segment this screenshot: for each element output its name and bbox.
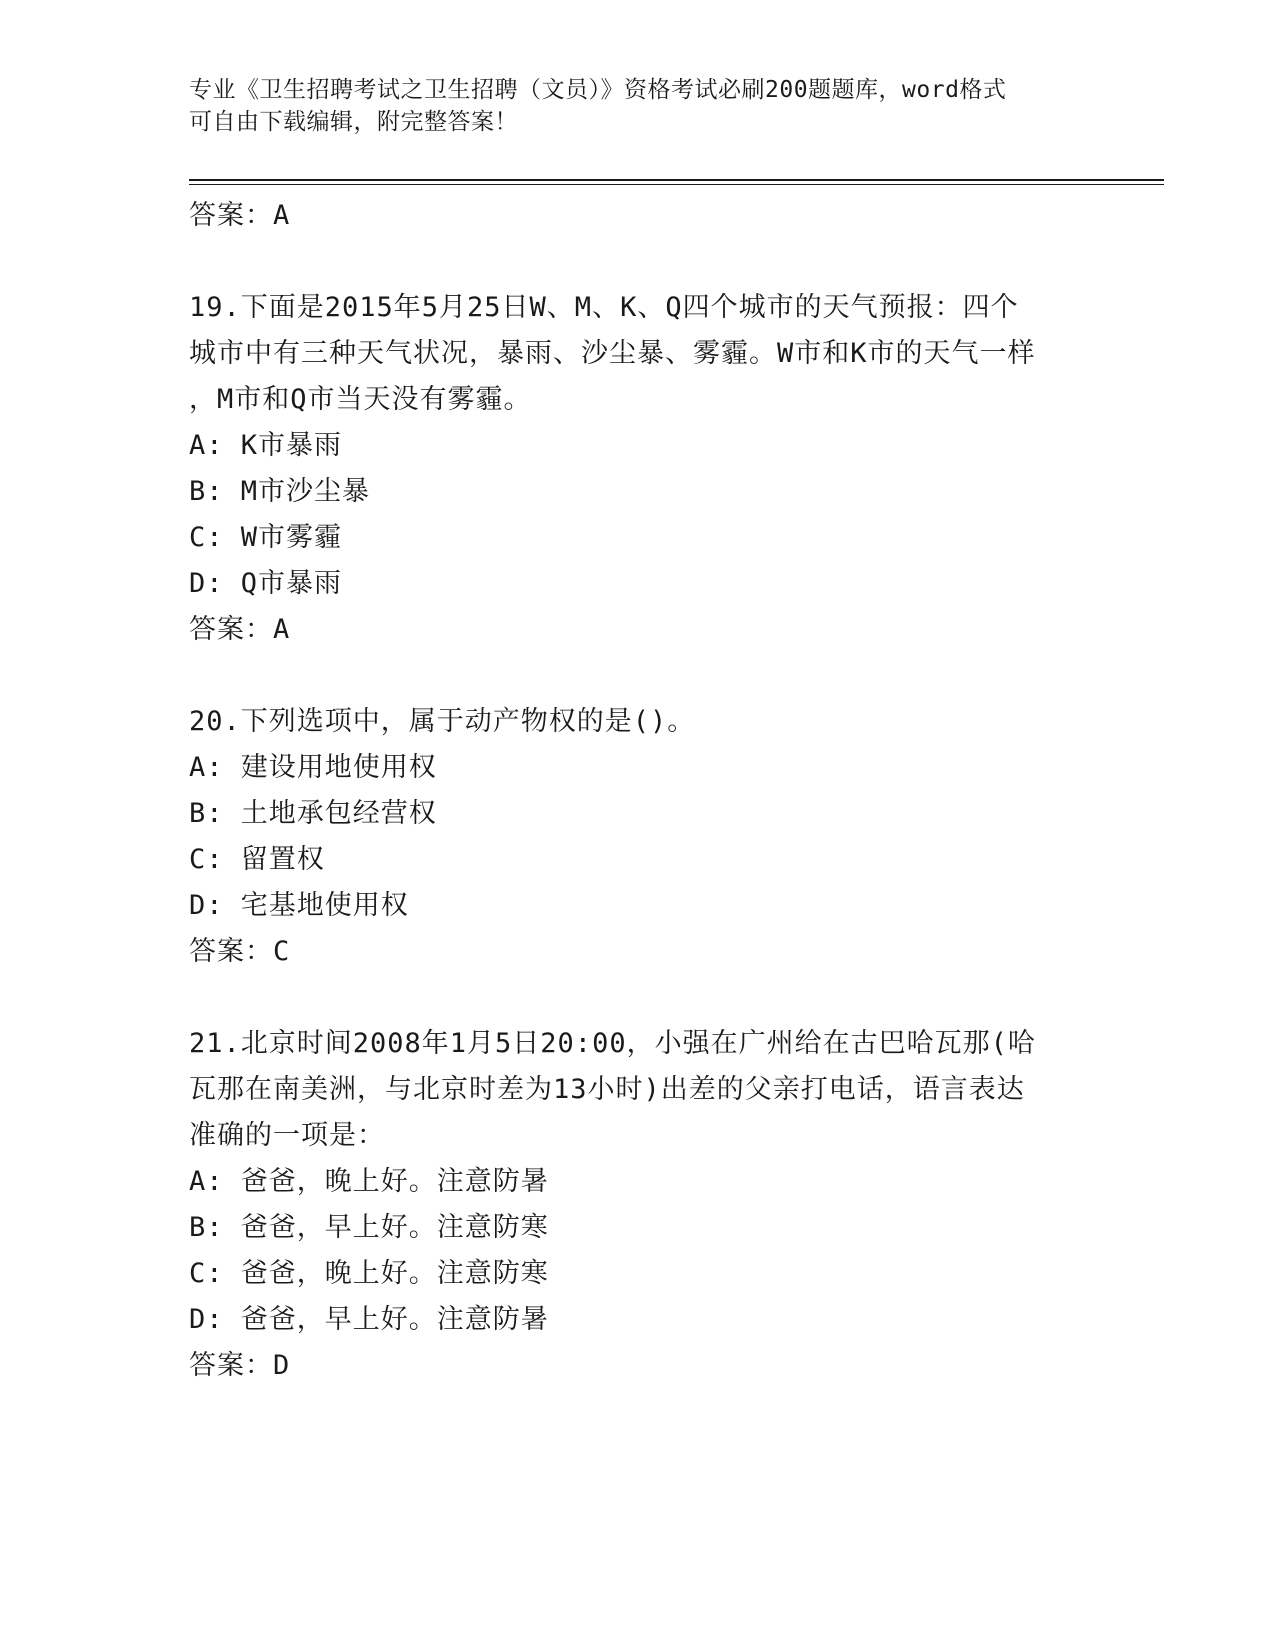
option-c: C: W市雾霾: [189, 522, 343, 553]
question-line: 20.下列选项中，属于动产物权的是()。: [189, 706, 696, 737]
answer-line: [189, 607, 1089, 653]
answer-line: [189, 929, 1089, 975]
page-header: [189, 74, 1089, 138]
answer-line: [189, 193, 1089, 239]
answer-value: D: [273, 1350, 291, 1381]
option-d: D: 爸爸，早上好。注意防暑: [189, 1304, 549, 1335]
answer-label: 答案：: [189, 200, 273, 231]
question-line: 城市中有三种天气状况，暴雨、沙尘暴、雾霾。W市和K市的天气一样: [189, 338, 1036, 369]
option-d: D: Q市暴雨: [189, 568, 343, 599]
option-a: A: 爸爸，晚上好。注意防暑: [189, 1166, 549, 1197]
header-rule-thick: [189, 179, 1164, 181]
question-block: [189, 699, 1089, 975]
question-line: 准确的一项是：: [189, 1120, 385, 1151]
question-line: 21.北京时间2008年1月5日20:00，小强在广州给在古巴哈瓦那(哈: [189, 1028, 1036, 1059]
answer-line: [189, 1343, 1089, 1389]
question-block: [189, 285, 1089, 653]
option-c: C: 留置权: [189, 844, 325, 875]
answer-label: 答案：: [189, 614, 273, 645]
question-text: [189, 699, 1089, 745]
option-b: B: 爸爸，早上好。注意防寒: [189, 1212, 549, 1243]
header-line-2: 可自由下载编辑，附完整答案！: [189, 109, 518, 135]
question-line: ，M市和Q市当天没有雾霾。: [189, 384, 532, 415]
answer-label: 答案：: [189, 1350, 273, 1381]
answer-value: A: [273, 200, 291, 231]
answer-value: C: [273, 936, 291, 967]
option-d: D: 宅基地使用权: [189, 890, 409, 921]
answer-label: 答案：: [189, 936, 273, 967]
option-b: B: M市沙尘暴: [189, 476, 371, 507]
question-list: [189, 193, 1089, 1389]
question-line: 19.下面是2015年5月25日W、M、K、Q四个城市的天气预报：四个: [189, 292, 1019, 323]
header-line-1: 专业《卫生招聘考试之卫生招聘（文员）》资格考试必刷200题题库，word格式: [189, 77, 1007, 103]
question-text: [189, 285, 1089, 423]
option-a: A: K市暴雨: [189, 430, 343, 461]
option-a: A: 建设用地使用权: [189, 752, 437, 783]
question-text: [189, 1021, 1089, 1159]
question-block: [189, 1021, 1089, 1389]
answer-value: A: [273, 614, 291, 645]
option-b: B: 土地承包经营权: [189, 798, 437, 829]
option-c: C: 爸爸，晚上好。注意防寒: [189, 1258, 549, 1289]
header-rule-thin: [189, 184, 1164, 185]
question-line: 瓦那在南美洲，与北京时差为13小时)出差的父亲打电话，语言表达: [189, 1074, 1025, 1105]
